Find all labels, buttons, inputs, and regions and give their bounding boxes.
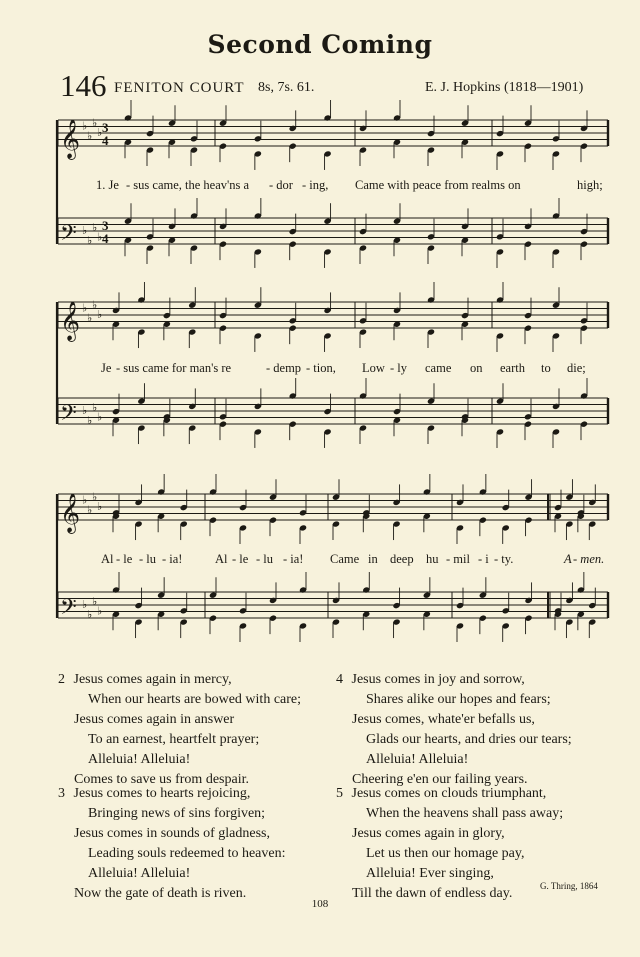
verse-line: Alleluia! Ever singing, (366, 866, 494, 881)
flat-sign: ♭ (92, 594, 98, 608)
lyric-syllable: Al (215, 552, 228, 566)
verse-4 (336, 670, 616, 790)
lyric-syllable: on (470, 361, 483, 375)
lyric-syllable: Came (330, 552, 360, 566)
lyric-syllable: Je (101, 361, 112, 375)
text-credit: G. Thring, 1864 (540, 881, 598, 891)
lyric-line-2 (0, 361, 640, 377)
lyric-syllable: deep (390, 552, 414, 566)
flat-sign: ♭ (87, 129, 93, 143)
lyric-syllable: to (541, 361, 551, 375)
flat-sign: ♭ (82, 301, 88, 315)
lyric-syllable: hu (426, 552, 439, 566)
flat-sign: ♭ (87, 503, 93, 517)
verse-line: Let us then our homage pay, (366, 846, 525, 861)
verse-line: Jesus comes in sounds of gladness, (74, 826, 270, 841)
lyric-syllable: die; (567, 361, 586, 375)
bass-clef: 𝄢 (60, 401, 77, 431)
lyric-syllable: - le (116, 552, 133, 566)
verse-line: Jesus comes, whate'er befalls us, (352, 712, 535, 727)
flat-sign: ♭ (87, 413, 93, 427)
time-signature: 3 (102, 120, 109, 135)
verse-line: Jesus comes again in answer (74, 712, 235, 727)
tune-name: FENITON COURT (114, 80, 245, 96)
flat-sign: ♭ (97, 308, 103, 321)
verse-3 (58, 784, 338, 904)
composer: E. J. Hopkins (1818—1901) (425, 80, 584, 95)
lyric-line-1 (0, 178, 640, 194)
flat-sign: ♭ (82, 119, 88, 133)
verse-number: 3 (58, 786, 65, 801)
lyric-syllable: - tion, (306, 361, 336, 375)
flat-sign: ♭ (97, 126, 103, 139)
treble-clef: 𝄞 (60, 493, 81, 533)
lyric-syllable: - men. (573, 552, 605, 566)
verse-number: 2 (58, 672, 65, 687)
lyric-syllable: - ing, (302, 178, 329, 192)
verse-number: 5 (336, 786, 343, 801)
treble-clef: 𝄞 (60, 119, 81, 159)
flat-sign: ♭ (87, 311, 93, 325)
verse-line: Jesus comes on clouds triumphant, (351, 786, 547, 801)
treble-clef: 𝄞 (60, 301, 81, 341)
lyric-syllable: in (368, 552, 378, 566)
bass-clef: 𝄢 (60, 595, 77, 625)
verse-line: Jesus comes again in mercy, (73, 672, 232, 687)
lyric-syllable: - sus came for man's re (116, 361, 232, 375)
time-signature: 4 (102, 231, 109, 246)
flat-sign: ♭ (97, 604, 103, 618)
flat-sign: ♭ (82, 493, 88, 507)
hymn-number: 146 (60, 68, 107, 103)
verse-line: Cheering e'en our failing years. (352, 772, 528, 787)
flat-sign: ♭ (87, 233, 93, 247)
flat-sign: ♭ (97, 410, 103, 424)
verse-line: Now the gate of death is riven. (74, 886, 247, 901)
lyric-syllable: 1. Je (96, 178, 119, 192)
flat-sign: ♭ (82, 598, 88, 611)
lyric-syllable: - ly (390, 361, 408, 375)
lyric-syllable: - le (232, 552, 249, 566)
lyric-syllable: came (425, 361, 452, 375)
flat-sign: ♭ (82, 404, 88, 417)
flat-sign: ♭ (97, 230, 103, 244)
verse-line: Till the dawn of endless day. (352, 886, 513, 901)
lyric-syllable: - lu (139, 552, 157, 566)
page-number: 108 (311, 898, 329, 910)
lyric-syllable: earth (500, 361, 525, 375)
lyric-syllable: - i (478, 552, 489, 566)
lyric-syllable: - mil (446, 552, 470, 566)
lyric-syllable: - ia! (283, 552, 304, 566)
flat-sign: ♭ (92, 490, 98, 504)
page-title: Second Coming (207, 30, 433, 59)
lyric-syllable: Low (362, 361, 385, 375)
verse-line: When the heavens shall pass away; (366, 806, 564, 821)
verse-2 (58, 670, 338, 790)
lyric-syllable: - lu (256, 552, 274, 566)
verse-line: Comes to save us from despair. (74, 772, 249, 787)
verse-line: To an earnest, heartfelt prayer; (88, 732, 260, 747)
lyric-syllable: A (564, 552, 572, 566)
verse-line: Jesus comes in joy and sorrow, (351, 672, 525, 687)
verse-line: Leading souls redeemed to heaven: (88, 846, 286, 861)
verse-line: When our hearts are bowed with care; (88, 692, 302, 707)
lyric-syllable: Came with peace from realms on (355, 178, 521, 192)
verse-line: Bringing news of sins forgiven; (88, 806, 266, 821)
lyric-line-3 (0, 552, 640, 568)
flat-sign: ♭ (97, 500, 103, 513)
verse-line: Jesus comes to hearts rejoicing, (73, 786, 251, 801)
bass-clef: 𝄢 (60, 221, 77, 251)
verse-line: Jesus comes again in glory, (352, 826, 505, 841)
lyric-syllable: - ty. (494, 552, 514, 566)
verse-number: 4 (336, 672, 343, 687)
verse-line: Glads our hearts, and dries our tears; (366, 732, 572, 747)
lyric-syllable: - dor (269, 178, 293, 192)
flat-sign: ♭ (87, 607, 93, 621)
verse-line: Shares alike our hopes and fears; (366, 692, 551, 707)
lyric-syllable: Al (101, 552, 114, 566)
verse-line: Alleluia! Alleluia! (88, 752, 191, 767)
lyric-syllable: - sus came, the heav'ns a (126, 178, 250, 192)
time-signature: 4 (102, 133, 109, 148)
lyric-syllable: - ia! (162, 552, 183, 566)
flat-sign: ♭ (92, 400, 98, 414)
flat-sign: ♭ (82, 224, 88, 237)
verse-line: Alleluia! Alleluia! (88, 866, 191, 881)
lyric-syllable: - demp (266, 361, 302, 375)
lyric-syllable: high; (577, 178, 603, 192)
meter: 8s, 7s. 61. (258, 80, 315, 95)
verse-line: Alleluia! Alleluia! (366, 752, 469, 767)
flat-sign: ♭ (92, 220, 98, 234)
flat-sign: ♭ (92, 298, 98, 312)
flat-sign: ♭ (92, 116, 98, 130)
time-signature: 3 (102, 218, 109, 233)
